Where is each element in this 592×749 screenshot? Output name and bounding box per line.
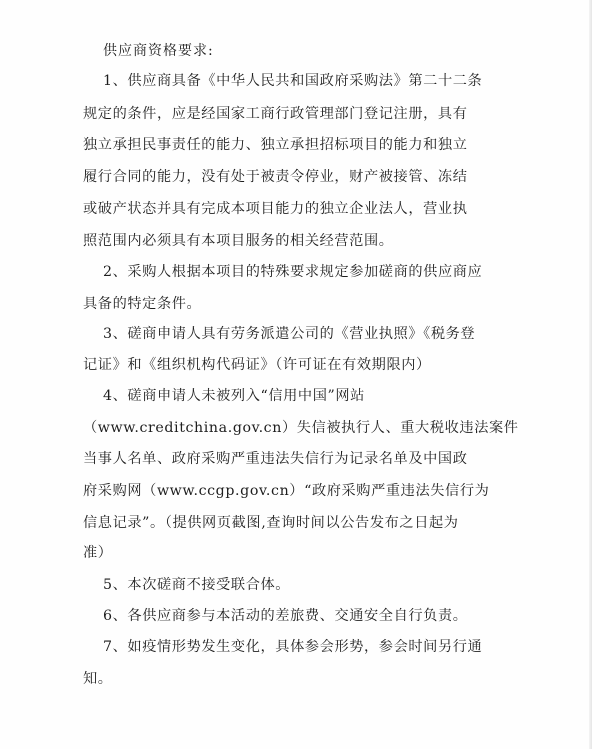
text-line: 2、采购人根据本项目的特殊要求规定参加磋商的供应商应 [103,264,483,280]
text-line: 或破产状态并具有完成本项目能力的独立企业法人，营业执 [83,201,468,217]
text-line: （www.creditchina.gov.cn）失信被执行人、重大税收违法案件 [83,420,519,436]
text-line: 独立承担民事责任的能力、独立承担招标项目的能力和独立 [83,137,468,153]
text-line: 3、磋商申请人具有劳务派遣公司的《营业执照》《税务登 [103,326,476,342]
text-line: 知。 [83,671,113,687]
text-line: 5、本次磋商不接受联合体。 [103,577,291,593]
text-line: 记证》和《组织机构代码证》（许可证在有效期限内） [83,357,431,373]
text-line: 6、各供应商参与本活动的差旅费、交通安全自行负责。 [103,608,468,624]
document-heading: 供应商资格要求: [103,43,214,59]
text-line: 府采购网（www.ccgp.gov.cn）“政府采购严重违法失信行为 [83,483,490,499]
text-line: 具备的特定条件。 [83,296,202,312]
text-line: 信息记录”。（提供网页截图,查询时间以公告发布之日起为 [83,515,459,531]
text-line: 照范围内必须具有本项目服务的相关经营范围。 [83,233,394,249]
text-line: 1、供应商具备《中华人民共和国政府采购法》第二十二条 [103,73,483,89]
text-line: 准） [83,545,113,561]
text-line: 规定的条件，应是经国家工商行政管理部门登记注册，具有 [83,106,468,122]
text-line: 当事人名单、政府采购严重违法失信行为记录名单及中国政 [83,451,468,467]
text-line: 履行合同的能力，没有处于被责令停业，财产被接管、冻结 [83,169,468,185]
text-line: 7、如疫情形势发生变化，具体参会形势，参会时间另行通 [103,639,483,655]
text-line: 4、磋商申请人未被列入“信用中国”网站 [103,388,365,404]
